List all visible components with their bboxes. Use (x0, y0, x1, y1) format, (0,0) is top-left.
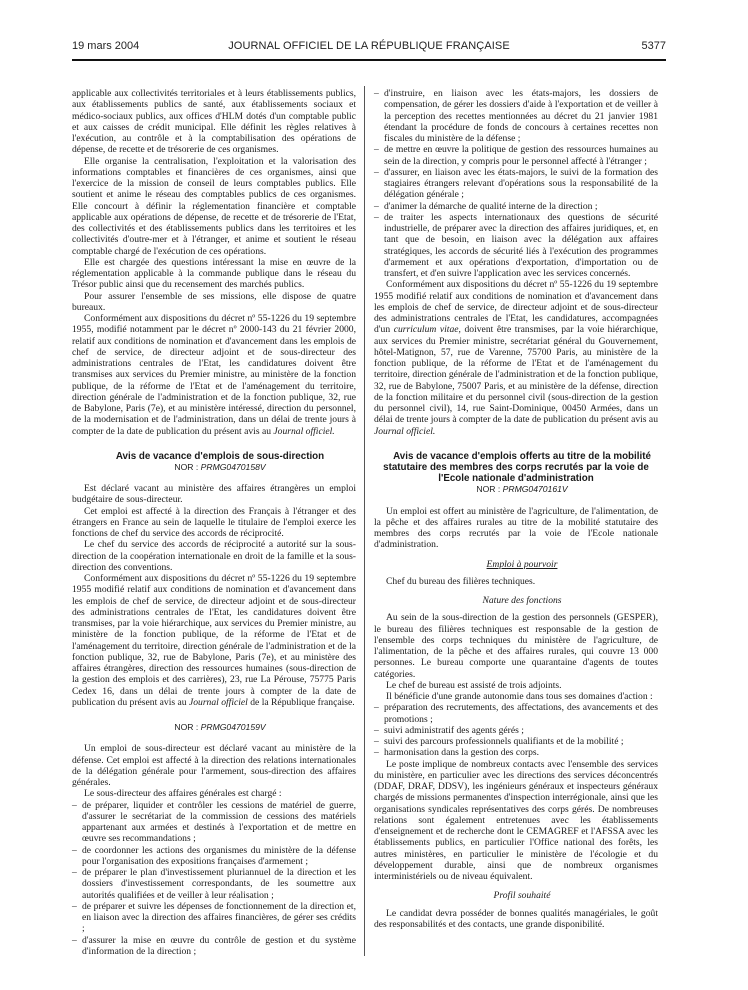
list-item: – de préparer, liquider et contrôler les cessions de matériel de guerre, d'assurer le secrétariat de la commission de cessions des matériels appartenant aux armées et destinés à l'exportation et de mettre en œuvre ses recommandations ; (72, 800, 356, 845)
page-header (72, 40, 666, 60)
nor-reference (72, 462, 356, 473)
nor-code: PRMG0470161V (502, 484, 568, 495)
list-item: – harmonisation dans la gestion des corps. (374, 747, 658, 758)
paragraph: Un emploi est offert au ministère de l'agriculture, de l'alimentation, de la pêche et des affaires rurales au titre de la mobilité statutaire des membres des corps recrutés par la voie de l'Ecole nationale d'administration. (374, 505, 658, 551)
journal-reference: Journal officiel (188, 696, 248, 708)
paragraph: Le chef du service des accords de réciprocité a autorité sur la sous-direction de la coopération internationale en droit de la famille et la sous-direction des conventions. (72, 539, 356, 573)
duties-list-continued (374, 88, 658, 279)
paragraph: Le sous-directeur des affaires générales est chargé : (84, 788, 282, 800)
subheading-text: Emploi à pourvoir (486, 558, 558, 570)
nor-reference (374, 484, 658, 495)
section-title: Avis de vacance d'emplois offerts au titre de la mobilité statutaire des membres des corps recrutés par la voie de l'Ecole nationale d'administration (383, 450, 651, 485)
duties-list (72, 800, 356, 958)
journal-reference: Journal officiel. (273, 425, 335, 437)
list-item: – de préparer le plan d'investissement pluriannuel de la direction et les dossiers d'investissement correspondants, de les soumettre aux autorités qualifiées et de veiller à leur réalisation ; (72, 867, 356, 901)
left-column (72, 88, 356, 957)
paragraph (72, 573, 356, 708)
paragraph: Pour assurer l'ensemble de ses missions, elle dispose de quatre bureaux. (72, 290, 356, 313)
paragraph: Un emploi de sous-directeur est déclaré vacant au ministère de la défense. Cet emploi est affecté à la direction des relations internationales de la délégation générale pour l'armement, sous-direction des affaires générales. (72, 743, 356, 789)
list-item: – de préparer et suivre les dépenses de fonctionnement de la direction et, en liaison avec la direction des affaires financières, de gérer ses crédits ; (72, 901, 356, 935)
paragraph (72, 313, 356, 437)
paragraph-text: Conformément aux dispositions du décret nº 55-1226 du 19 septembre 1955 modifié relatif aux conditions de nomination et d'avancement dans les emplois de chef de service, de directeur adjoint et de sous-directeur des administrations centrales de l'Etat, les candidatures doivent être transmises, par la voie hiérarchique, aux services du Premier ministre, au ministère de la fonction publique, de la réforme de l'Etat et de l'aménagement du territoire, direction générale de l'administration et de la fonction publique, 32, rue de Babylone, Paris (7e), et au ministère des affaires étrangères, direction des ressources humaines (sous-direction de la gestion des emplois et des carrières), 23, rue La Pérouse, 75775 Paris Cedex 16, dans un délai de trente jours à compter de la date de publication du présent avis au (72, 573, 356, 708)
nor-reference (72, 722, 356, 733)
paragraph-text: Conformément aux dispositions du décret nº 55-1226 du 19 septembre 1955 modifié relatif aux conditions de nomination et d'avancement dans les emplois de chef de service, de directeur adjoint et de sous-directeur des administrations centrales de l'Etat, les candidatures, accompagnées d'un (374, 279, 658, 336)
subheading-emploi (374, 559, 658, 570)
header-title: JOURNAL OFFICIEL DE LA RÉPUBLIQUE FRANÇAISE (228, 40, 510, 52)
paragraph: Le candidat devra posséder de bonnes qualités managériales, le goût des responsabilités et des contacts, une grande disponibilité. (374, 907, 658, 930)
paragraph (374, 279, 658, 437)
paragraph: Cet emploi est affecté à la direction des Français à l'étranger et des étrangers en France au sein de laquelle le titulaire de l'emploi exerce les fonctions de chef du service des accords de réciprocité. (72, 505, 356, 540)
list-item: – suivi administratif des agents gérés ; (374, 725, 658, 736)
list-item: – de traiter les aspects internationaux des questions de sécurité industrielle, de préparer avec la direction des affaires juridiques, et, en tant que de besoin, en liaison avec la délégation aux affaires stratégiques, les accords de sécurité liés à l'exécution des programmes d'armement et aux opérations d'exportation, d'importation ou de transfert, et d'en suivre l'application avec les services concernés. (374, 212, 658, 280)
nor-code: PRMG0470159V (200, 722, 266, 733)
paragraph-text: doivent être transmises, par la voie hiérarchique, aux services du Premier ministre, secrétariat général du Gouvernement, hôtel-Matignon, 57, rue de Varenne, 75700 Paris, au ministère de la fonction publique, de la réforme de l'Etat et de l'aménagement du territoire, direction générale de l'administration et de la fonction publique, 32, rue de Babylone, 75007 Paris, et au ministère de la défense, direction de la fonction militaire et du personnel civil (sous-direction de la gestion du personnel civil), 14, rue Saint-Dominique, 00450 Armées, dans un délai de trente jours à compter de la date de publication du présent avis au (374, 324, 658, 426)
nor-label: NOR : (174, 722, 201, 733)
paragraph: applicable aux collectivités territoriales et à leurs établissements publics, aux établissements publics de santé, aux établissements sociaux et médico-sociaux publics, aux offices d'HLM dotés d'un comptable public et aux caisses de crédit municipal. Elle définit les règles relatives à l'exécution, au contrôle et à la comptabilisation des opérations de dépense, de recette et de trésorerie de ces organismes. (72, 88, 356, 156)
section-title: Avis de vacance d'emplois de sous-direction (115, 450, 325, 462)
page-number: 5377 (641, 40, 666, 52)
paragraph: Le chef de bureau est assisté de trois adjoints. (386, 679, 562, 691)
nor-label: NOR : (174, 461, 201, 472)
column-divider (364, 86, 365, 956)
journal-reference: Journal officiel. (374, 425, 436, 437)
subheading-profil: Profil souhaité (493, 890, 551, 902)
paragraph: Elle organise la centralisation, l'exploitation et la valorisation des informations comptables et financières de ces organismes, ainsi que l'exercice de la mission de conseil de leurs comptables publics. Elle soutient et anime le réseau des comptables publics de ces organismes. Elle concourt à définir la réglementation financière et comptable applicable aux opérations de dépense, de recette et de trésorerie de l'Etat, des collectivités et des établissements publics dans les territoires et les collectivités d'outre-mer et à l'étranger, et anime et soutient le réseau comptable chargé de l'exécution de ces opérations. (72, 155, 356, 257)
italic-term: curriculum vitae, (393, 324, 461, 336)
list-item: – d'assurer la mise en œuvre du contrôle de gestion et du système d'information de la direction ; (72, 935, 356, 958)
nor-label: NOR : (476, 484, 503, 495)
list-item: – de coordonner les actions des organismes du ministère de la défense pour l'organisation des expositions françaises d'armement ; (72, 845, 356, 868)
paragraph: Est déclaré vacant au ministère des affaires étrangères un emploi budgétaire de sous-directeur. (72, 483, 356, 506)
paragraph: Chef du bureau des filières techniques. (386, 575, 536, 587)
list-item: – préparation des recrutements, des affectations, des avancements et des promotions ; (374, 702, 658, 725)
list-item: – suivi des parcours professionnels qualifiants et de la mobilité ; (374, 736, 658, 747)
right-column (374, 88, 658, 930)
list-item: – de mettre en œuvre la politique de gestion des ressources humaines au sein de la direction, y compris pour le personnel affecté à l'étranger ; (374, 144, 658, 167)
header-date: 19 mars 2004 (72, 40, 140, 52)
subheading-nature: Nature des fonctions (482, 595, 562, 607)
list-item: – d'instruire, en liaison avec les états-majors, les dossiers de compensation, de gérer les dossiers d'aide à l'exportation et de veiller à la perception des recettes mentionnées au décret du 21 janvier 1981 étendant la procédure de fonds de concours à certaines recettes non fiscales du ministère de la défense ; (374, 88, 658, 144)
paragraph-text: Conformément aux dispositions du décret nº 55-1226 du 19 septembre 1955, modifié notamment par le décret nº 2000-143 du 21 février 2000, relatif aux conditions de nomination et d'avancement dans les emplois de chef de service, de directeur adjoint et de sous-directeur des administrations centrales de l'Etat, les candidatures doivent être transmises aux services du Premier ministre, au ministère de la fonction publique, de la réforme de l'Etat et de l'aménagement du territoire, direction générale de l'administration et de la fonction publique, 32, rue de Babylone, Paris (7e), et au ministère intéressé, direction du personnel, de la modernisation et de l'administration, dans un délai de trente jours à compter de la date de publication du présent avis au (72, 313, 356, 437)
nor-code: PRMG0470158V (200, 461, 266, 472)
paragraph: Elle est chargée des questions intéressant la mise en œuvre de la réglementation applicable à la commande publique dans le réseau du Trésor public ainsi que du recensement des marchés publics. (72, 256, 356, 291)
paragraph: Le poste implique de nombreux contacts avec l'ensemble des services du ministère, en particulier avec les directions des services déconcentrés (DDAF, DRAF, DDSV), les ingénieurs généraux et inspecteurs généraux chargés de missions permanentes d'inspection interrégionale, ainsi que les organisations syndicales représentatives des corps gérés. De nombreuses relations sont également entretenues avec les établissements d'enseignement et de recherche dont le CEMAGREF et l'AFSSA avec les établissements publics, en particulier l'Office national des forêts, les autres ministères, en particulier le ministère de l'écologie et du développement durable, ainsi que de nombreux organismes interministériels ou de niveau équivalent. (374, 758, 658, 883)
paragraph-text: de la République française. (247, 696, 355, 708)
header-rule (72, 59, 666, 61)
list-item: – d'animer la démarche de qualité interne de la direction ; (374, 201, 658, 212)
paragraph: Au sein de la sous-direction de la gestion des personnels (GESPER), le bureau des filières techniques est responsable de la gestion de l'ensemble des corps techniques du ministère de l'agriculture, de l'alimentation, de la pêche et des affaires rurales, qui couvre 13 000 personnes. Le bureau comporte une quarantaine d'agents de toutes catégories. (374, 612, 658, 680)
paragraph: Il bénéficie d'une grande autonomie dans tous ses domaines d'action : (386, 691, 653, 703)
list-item: – d'assurer, en liaison avec les états-majors, le suivi de la formation des stagiaires étrangers relevant d'opérations sous la responsabilité de la délégation générale ; (374, 167, 658, 201)
action-list (374, 702, 658, 758)
